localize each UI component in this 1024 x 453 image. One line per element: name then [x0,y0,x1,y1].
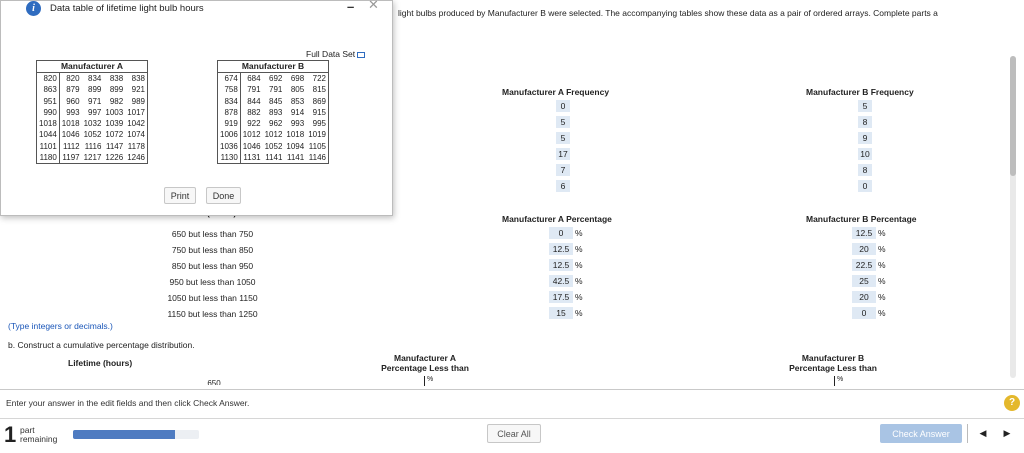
manufacturer-b-cell: 815 [312,85,326,95]
manufacturer-b-cell: 919 [218,118,241,129]
percent-suffix: % [878,260,886,270]
manufacturer-b-cell: 805 [290,85,305,95]
mfr-b-percentage-value[interactable]: 20 [852,243,876,255]
manufacturer-b-table [217,60,329,164]
manufacturer-a-cell: 1044 [37,129,60,140]
manufacturer-b-cell: 882 [247,107,261,117]
manufacturer-a-cell: 1072 [105,130,124,140]
manufacturer-a-cell: 1003 [105,107,124,117]
manufacturer-b-cell: 962 [269,119,283,129]
manufacturer-b-cell: 1131 [243,153,261,163]
manufacturer-b-cell: 1105 [308,141,326,151]
mfr-a-frequency-value[interactable]: 5 [556,116,570,128]
part-label-line2: remaining [20,434,58,444]
percent-suffix: % [878,244,886,254]
manufacturer-a-cell: 1046 [61,130,80,140]
done-button[interactable]: Done [206,187,241,204]
manufacturer-a-cell: 1101 [37,141,60,152]
manufacturer-b-cell: 1146 [308,153,326,163]
percent-suffix: % [878,228,886,238]
manufacturer-b-cell: 1036 [218,141,241,152]
manufacturer-a-cell: 989 [131,96,145,106]
manufacturer-b-cell: 758 [218,84,241,95]
manufacturer-b-cell: 1094 [286,141,305,151]
percent-suffix: % [878,276,886,286]
parts-remaining-count: 1 [4,422,17,447]
input-format-hint: (Type integers or decimals.) [8,321,113,331]
mfr-b-frequency-value[interactable]: 5 [858,100,872,112]
manufacturer-a-cell: 1032 [83,119,102,129]
next-arrow-icon[interactable]: ▶ [1003,428,1011,438]
mfr-a-percentage-value[interactable]: 42.5 [549,275,573,287]
progress-fill [73,430,175,439]
manufacturer-a-cell: 997 [88,107,102,117]
manufacturer-b-cell: 1046 [242,141,261,151]
manufacturer-b-cell: 698 [290,74,305,83]
manufacturer-a-cell: 993 [66,107,80,117]
mfr-a-percentage-value[interactable]: 17.5 [549,291,573,303]
part-b-mfr-b-header [773,353,893,373]
manufacturer-b-cell: 1052 [264,141,283,151]
mfr-b-frequency-value[interactable]: 10 [858,148,872,160]
manufacturer-b-cell: 692 [269,74,283,83]
manufacturer-a-cell: 863 [37,84,60,95]
manufacturer-a-row [37,107,148,118]
manufacturer-b-cell: 1006 [218,129,241,140]
manufacturer-a-cell: 899 [88,85,102,95]
print-button[interactable]: Print [164,187,196,204]
manufacturer-b-cell: 893 [269,107,283,117]
manufacturer-b-cell: 1018 [286,130,305,140]
manufacturer-b-cell: 869 [312,96,326,106]
mfr-b-percentage-value[interactable]: 0 [852,307,876,319]
mfr-b-frequency-header: Manufacturer B Frequency [806,87,914,97]
manufacturer-b-row [218,107,329,118]
part-b-mfr-a-line2: Percentage Less than [381,363,469,373]
part-b-prompt: b. Construct a cumulative percentage distribution. [8,340,195,350]
manufacturer-b-cell: 1012 [242,130,261,140]
mfr-b-percentage-value[interactable]: 12.5 [852,227,876,239]
manufacturer-b-cell: 1141 [265,153,283,163]
manufacturer-b-cell: 1012 [264,130,283,140]
manufacturer-a-table [36,60,148,164]
full-data-set-link[interactable] [306,49,365,59]
manufacturer-b-cell: 993 [290,119,305,129]
mfr-b-percentage-value[interactable]: 20 [852,291,876,303]
manufacturer-b-cell: 684 [247,74,261,83]
manufacturer-a-cell: 1112 [62,141,80,151]
manufacturer-b-cell: 722 [312,74,326,83]
mfr-b-percentage-value[interactable]: 25 [852,275,876,287]
mfr-a-frequency-value[interactable]: 0 [556,100,570,112]
part-b-lifetime-header: Lifetime (hours) [68,358,133,368]
mfr-a-percentage-header: Manufacturer A Percentage [502,214,612,224]
manufacturer-b-row [218,118,329,129]
manufacturer-a-row [37,73,148,85]
manufacturer-b-cell: 1019 [308,130,326,140]
footer-instructions: Enter your answer in the edit fields and then click Check Answer. [6,398,250,408]
manufacturer-a-cell: 1052 [83,130,102,140]
part-b-mfr-b-line2: Percentage Less than [789,363,877,373]
manufacturer-a-cell: 1018 [37,118,60,129]
footer-divider-2 [0,418,1024,419]
manufacturer-a-cell: 1017 [127,107,145,117]
manufacturer-b-cell: 995 [312,119,326,129]
manufacturer-b-row [218,152,329,164]
nav-separator [967,424,968,443]
manufacturer-b-row [218,96,329,107]
mfr-b-frequency-value[interactable]: 8 [858,116,872,128]
manufacturer-a-cell: 838 [131,74,145,83]
manufacturer-a-cell: 1074 [127,130,145,140]
dialog-title: Data table of lifetime light bulb hours [50,3,204,14]
manufacturer-a-cell: 1197 [62,153,80,163]
scrollbar-thumb[interactable] [1010,56,1016,176]
manufacturer-a-row [37,84,148,95]
manufacturer-b-cell: 844 [247,96,261,106]
percent-suffix: % [575,260,583,270]
manufacturer-b-cell: 1130 [218,152,241,164]
mfr-a-percentage-value[interactable]: 0 [549,227,573,239]
lifetime-range-label: 1150 but less than 1250 [167,309,258,319]
manufacturer-a-row [37,96,148,107]
mfr-b-percentage-header: Manufacturer B Percentage [806,214,917,224]
lifetime-range-label: 1050 but less than 1150 [167,293,258,303]
mfr-a-percentage-value[interactable]: 12.5 [549,243,573,255]
manufacturer-b-row [218,73,329,85]
full-data-set-label: Full Data Set [306,49,356,59]
manufacturer-a-cell: 1178 [127,141,145,151]
manufacturer-b-cell: 791 [247,85,261,95]
manufacturer-a-cell: 1042 [127,119,145,129]
manufacturer-a-row [37,152,148,164]
manufacturer-a-cell: 1226 [105,153,124,163]
footer-divider [0,389,1024,390]
mfr-b-percentage-value[interactable]: 22.5 [852,259,876,271]
manufacturer-a-row [37,129,148,140]
manufacturer-b-row [218,129,329,140]
manufacturer-a-row [37,141,148,152]
manufacturer-b-cell: 915 [312,107,326,117]
manufacturer-a-cell: 990 [37,107,60,118]
minimize-icon[interactable]: – [347,0,355,14]
percent-suffix: % [575,308,583,318]
manufacturer-a-cell: 1246 [127,153,145,163]
manufacturer-a-cell: 899 [109,85,124,95]
info-icon: i [26,1,41,16]
manufacturer-a-cell: 960 [66,96,80,106]
progress-bar [73,430,199,439]
copy-icon [357,52,365,58]
manufacturer-b-cell: 674 [218,73,241,85]
mfr-a-frequency-value[interactable]: 5 [556,132,570,144]
part-b-mfr-a-line1: Manufacturer A [393,353,457,363]
parts-remaining-label [20,426,57,444]
previous-arrow-icon[interactable]: ◀ [979,428,987,438]
part-label-line1: part [20,425,35,435]
manufacturer-a-cell: 1039 [105,119,124,129]
manufacturer-b-title: Manufacturer B [218,61,329,73]
mfr-b-frequency-value[interactable]: 9 [858,132,872,144]
problem-intro-text: light bulbs produced by Manufacturer B were selected. The accompanying tables show these data as a pair of ordered arrays. Complete parts a [398,8,938,18]
manufacturer-a-cell: 1217 [83,153,102,163]
mfr-a-percentage-value[interactable]: 15 [549,307,573,319]
percent-suffix: % [837,376,844,383]
manufacturer-a-cell: 1018 [61,119,80,129]
part-b-mfr-a-input[interactable] [424,376,437,386]
mfr-a-frequency-value[interactable]: 7 [556,164,570,176]
part-b-mfr-a-header [365,353,485,373]
mfr-a-frequency-value[interactable]: 6 [556,180,570,192]
manufacturer-b-cell: 791 [269,85,283,95]
lifetime-range-label: 650 but less than 750 [171,229,254,239]
manufacturer-a-cell: 1116 [84,141,102,151]
manufacturer-a-cell: 820 [66,74,80,83]
mfr-a-frequency-header: Manufacturer A Frequency [502,87,610,97]
percent-suffix: % [427,376,434,383]
manufacturer-a-cell: 834 [88,74,102,83]
manufacturer-a-cell: 1147 [105,141,124,151]
manufacturer-b-cell: 914 [290,107,305,117]
mfr-a-percentage-value[interactable]: 12.5 [549,259,573,271]
manufacturer-a-cell: 879 [66,85,80,95]
manufacturer-b-cell: 878 [218,107,241,118]
percent-suffix: % [878,308,886,318]
mfr-b-frequency-value[interactable]: 8 [858,164,872,176]
manufacturer-b-cell: 834 [218,96,241,107]
lifetime-range-label: 750 but less than 850 [171,245,254,255]
manufacturer-a-title: Manufacturer A [37,61,148,73]
percent-suffix: % [575,276,583,286]
percent-suffix: % [575,228,583,238]
manufacturer-b-cell: 845 [269,96,283,106]
clear-all-button[interactable]: Clear All [487,424,541,443]
manufacturer-a-cell: 921 [131,85,145,95]
part-b-mfr-b-line1: Manufacturer B [801,353,865,363]
manufacturer-a-cell: 838 [109,74,124,83]
part-b-first-row-partial: 650 [207,380,221,385]
manufacturer-b-cell: 922 [247,119,261,129]
mfr-b-frequency-value[interactable]: 0 [858,180,872,192]
manufacturer-b-cell: 1141 [286,153,305,163]
content-scrollbar[interactable] [1010,56,1016,378]
check-answer-button[interactable]: Check Answer [880,424,962,443]
close-icon[interactable]: ✕ [368,0,379,12]
manufacturer-b-cell: 853 [290,96,305,106]
part-b-mfr-b-input[interactable] [834,376,847,386]
mfr-a-frequency-value[interactable]: 17 [556,148,570,160]
percent-suffix: % [575,244,583,254]
manufacturer-a-row [37,118,148,129]
lifetime-range-label: 950 but less than 1050 [169,277,256,287]
data-table-dialog [0,0,393,216]
manufacturer-a-cell: 1180 [37,152,60,164]
manufacturer-a-cell: 951 [37,96,60,107]
percent-suffix: % [878,292,886,302]
manufacturer-b-row [218,84,329,95]
manufacturer-a-cell: 971 [88,96,102,106]
manufacturer-b-row [218,141,329,152]
lifetime-range-label: 850 but less than 950 [171,261,254,271]
percent-suffix: % [575,292,583,302]
help-icon[interactable]: ? [1004,395,1020,411]
manufacturer-a-cell: 982 [109,96,124,106]
manufacturer-a-cell: 820 [37,73,60,85]
